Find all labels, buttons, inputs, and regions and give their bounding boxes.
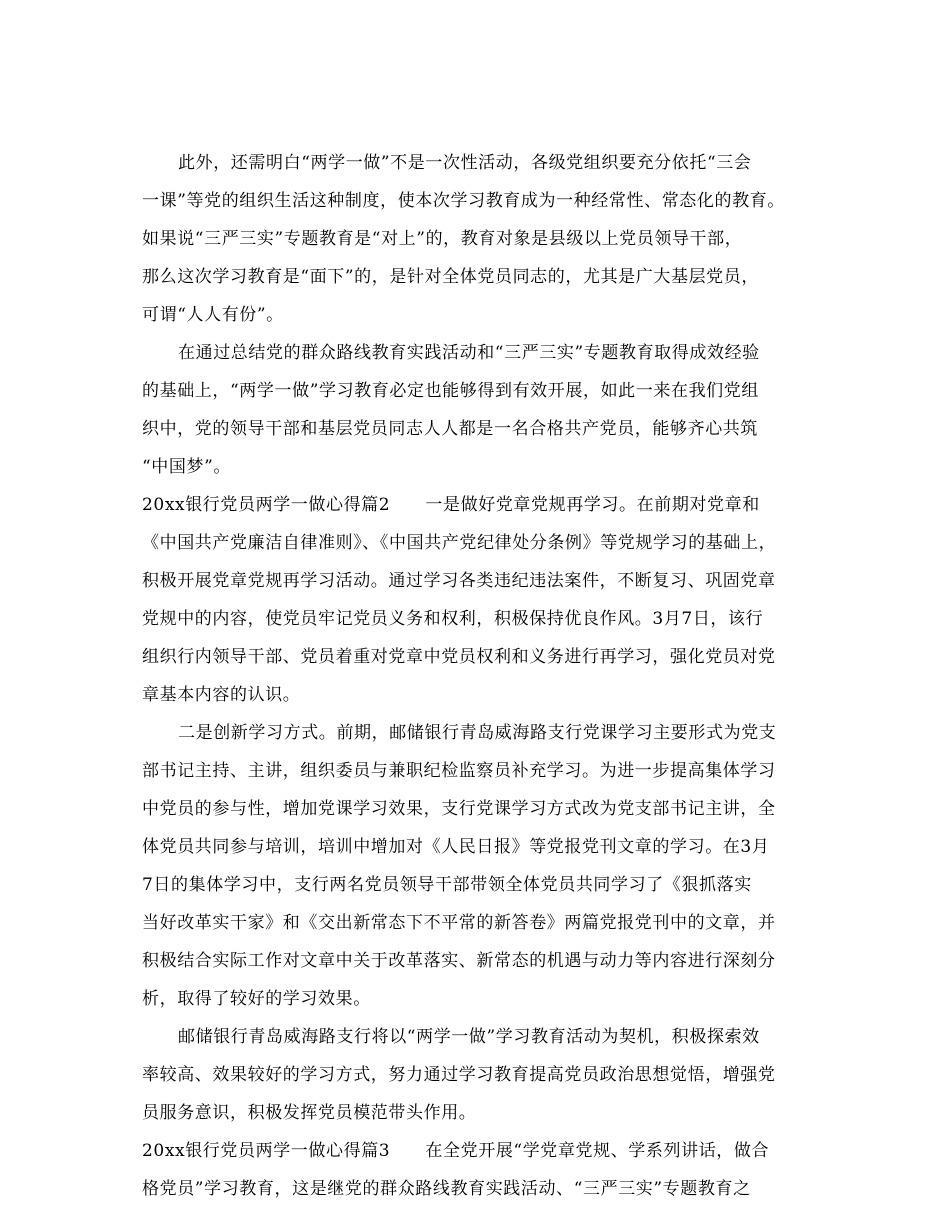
text-line: 如果说“三严三实”专题教育是“对上”的，教育对象是县级以上党员领导干部， xyxy=(142,229,743,249)
text-line: 组织行内领导干部、党员着重对党章中党员权利和义务进行再学习，强化党员对党 xyxy=(142,647,776,667)
text-line: 党规中的内容，使党员牢记党员义务和权利，积极保持优良作风。3月7日，该行 xyxy=(142,609,764,629)
text-line: 20xx银行党员两学一做心得篇2 一是做好党章党规再学习。在前期对党章和 xyxy=(142,495,760,515)
text-line: 织中，党的领导干部和基层党员同志人人都是一名合格共产党员，能够齐心共筑 xyxy=(142,419,758,439)
text-line: 《中国共产党廉洁自律准则》、《中国共产党纪律处分条例》等党规学习的基础上， xyxy=(142,533,777,553)
text-line: 那么这次学习教育是“面下”的，是针对全体党员同志的，尤其是广大基层党员， xyxy=(142,267,759,287)
text-line: 邮储银行青岛威海路支行将以“两学一做”学习教育活动为契机，积极探索效 xyxy=(178,1027,760,1047)
text-line: “中国梦”。 xyxy=(142,457,231,477)
text-line: 一课”等党的组织生活这种制度，使本次学习教育成为一种经常性、常态化的教育。 xyxy=(142,191,785,211)
text-line: 的基础上，“两学一做”学习教育必定也能够得到有效开展，如此一来在我们党组 xyxy=(142,381,759,401)
text-line: 20xx银行党员两学一做心得篇3 在全党开展“学党章党规、学系列讲话，做合 xyxy=(142,1141,770,1161)
text-line: 析，取得了较好的学习效果。 xyxy=(142,989,371,1009)
text-line: 积极开展党章党规再学习活动。通过学习各类违纪违法案件，不断复习、巩固党章 xyxy=(142,571,776,591)
text-line: 率较高、效果较好的学习方式，努力通过学习教育提高党员政治思想觉悟，增强党 xyxy=(142,1065,776,1085)
text-line: 7日的集体学习中，支行两名党员领导干部带领全体党员共同学习了《狠抓落实 xyxy=(142,875,752,895)
text-line: 章基本内容的认识。 xyxy=(142,685,301,705)
text-line: 积极结合实际工作对文章中关于改革落实、新常态的机遇与动力等内容进行深刻分 xyxy=(142,951,776,971)
text-line: 当好改革实干家》和《交出新常态下不平常的新答卷》两篇党报党刊中的文章，并 xyxy=(142,913,776,933)
text-line: 格党员”学习教育，这是继党的群众路线教育实践活动、“三严三实”专题教育之 xyxy=(142,1179,751,1199)
text-line: 中党员的参与性，增加党课学习效果，支行党课学习方式改为党支部书记主讲，全 xyxy=(142,799,776,819)
text-line: 二是创新学习方式。前期，邮储银行青岛威海路支行党课学习主要形式为党支 xyxy=(178,723,777,743)
text-line: 此外，还需明白“两学一做”不是一次性活动，各级党组织要充分依托“三会 xyxy=(178,153,752,173)
text-line: 体党员共同参与培训，培训中增加对《人民日报》等党报党刊文章的学习。在3月 xyxy=(142,837,770,857)
text-line: 在通过总结党的群众路线教育实践活动和“三严三实”专题教育取得成效经验 xyxy=(178,343,760,363)
text-line: 部书记主持、主讲，组织委员与兼职纪检监察员补充学习。为进一步提高集体学习 xyxy=(142,761,776,781)
text-line: 可谓“人人有份”。 xyxy=(142,305,284,325)
text-line: 员服务意识，积极发挥党员模范带头作用。 xyxy=(142,1103,477,1123)
